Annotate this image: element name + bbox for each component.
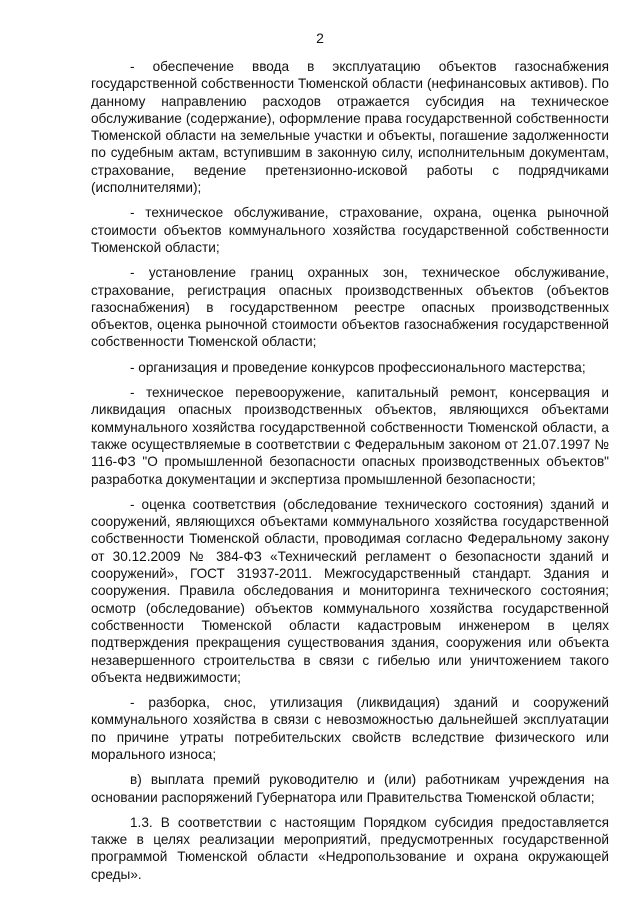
- paragraph-demolition: - разборка, снос, утилизация (ликвидация) зданий и сооружений коммунального хозяйства в связи с невозможностью дальнейшей эксплуатации по причине утраты потребительских свойств вследствие физического или морального износа;: [91, 695, 609, 762]
- paragraph-section-1-3: 1.3. В соответствии с настоящим Порядком субсидия предоставляется также в целях реализации мероприятий, предусмотренных государственной программой Тюменской области «Недропользование и охрана окружающей среды».: [91, 814, 609, 882]
- paragraph-conformity-assessment: - оценка соответствия (обследование технического состояния) зданий и сооружений, являющихся объектами коммунального хозяйства государственной собственности Тюменской области, проводимая согласно Федеральному закону от 30.12.2009 № 384-ФЗ «Технический регламент о безопасности зданий и сооружений», ГОСТ 31937-2011. Межгосударственный стандарт. Здания и сооружения. Правила обследования и мониторинга технического состояния; осмотр (обследование) объектов коммунального хозяйства государственной собственности Тюменской области кадастровым инженером в целях подтверждения прекращения существования здания, сооружения или объекта незавершенного строительства в связи с гибелью или уничтожением такого объекта недвижимости;: [91, 496, 609, 685]
- paragraph-gas-supply-commissioning: - обеспечение ввода в эксплуатацию объектов газоснабжения государственной собственности Тюменской области (нефинансовых активов). По данному направлению расходов отражается субсидия на техническое обслуживание (содержание), оформление права государственной собственности Тюменской области на земельные участки и объекты, погашение задолженности по судебным актам, вступившим в законную силу, исполнительным документам, страхование, ведение претензионно-исковой работы с подрядчиками (исполнителями);: [91, 59, 609, 196]
- paragraph-protection-zones: - установление границ охранных зон, техническое обслуживание, страхование, регистрация опасных производственных объектов (объектов газоснабжения) в государственном реестре опасных производственных объектов, оценка рыночной стоимости объектов газоснабжения государственной собственности Тюменской области;: [91, 265, 609, 350]
- paragraph-bonus-payment: в) выплата премий руководителю и (или) работникам учреждения на основании распоряжений Губернатора или Правительства Тюменской области;: [91, 772, 609, 805]
- paragraph-communal-maintenance: - техническое обслуживание, страхование, охрана, оценка рыночной стоимости объектов коммунального хозяйства государственной собственности Тюменской области;: [91, 205, 609, 255]
- document-body: [91, 58, 609, 891]
- paragraph-skill-competitions: - организация и проведение конкурсов профессионального мастерства;: [130, 359, 586, 375]
- paragraph-technical-reequipment: - техническое перевооружение, капитальный ремонт, консервация и ликвидация опасных производственных объектов, являющихся объектами коммунального хозяйства государственной собственности Тюменской области, а также осуществляемые в соответствии с Федеральным законом от 21.07.1997 № 116-ФЗ "О промышленной безопасности опасных производственных объектов" разработка документации и экспертиза промышленной безопасности;: [91, 385, 609, 487]
- page-number: 2: [316, 30, 324, 46]
